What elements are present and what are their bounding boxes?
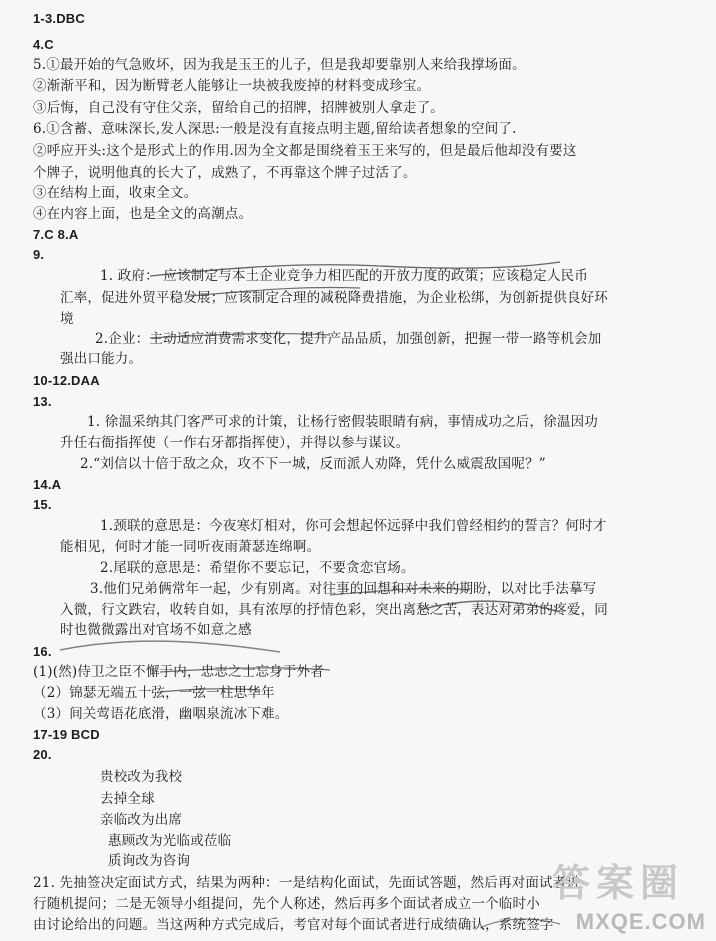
answer-line: 15. [33,497,52,512]
answer-line: 1. 政府： 应该制定与本土企业竞争力相匹配的开放力度的政策；应该稳定人民币 [100,268,589,284]
answer-line: 5.①最开始的气急败坏，因为我是玉王的儿子，但是我却要靠别人来给我撑场面。 [33,57,526,73]
answer-line: 2.“刘信以十倍于敌之众，攻不下一城，反而派人劝降，凭什么威震敌国呢？” [80,456,546,472]
answer-line: 强出口能力。 [60,351,143,367]
answer-line: 6.①含蓄、意味深长,发人深思:一般是没有直接点明主题,留给读者想象的空间了. [33,121,517,137]
strike-mark [330,588,470,595]
answer-line: 能相见，何时才能一同听夜雨萧瑟连绵啊。 [60,539,321,555]
answer-line: (1)(然)侍卫之臣不懈于内，忠志之士忘身于外者 [33,664,324,680]
answer-line: ②渐渐平和，因为断臂老人能够让一块被我废掉的材料变成珍宝。 [33,78,431,94]
strike-mark [150,262,560,276]
answer-line: 行随机提问；二是无领导小组提问，先个人称述，然后再多个面试者成立一个临时小 [33,896,540,912]
answer-line: 由讨论给出的问题。当这两种方式完成后，考官对每个面试者进行成绩确认，系统签字 [33,917,554,933]
answer-line: ③后悔，自己没有守住父亲，留给自己的招牌，招牌被别人拿走了。 [33,100,444,116]
answer-line: 17-19 BCD [33,727,100,742]
answer-line: 3.他们兄弟俩常年一起，少有别离。对往事的回想和对未来的期盼，以对比手法摹写 [90,581,597,597]
answer-line: ②呼应开头:这个是形式上的作用.因为全文都是围绕着玉王来写的，但是最后他却没有要这 [33,143,577,159]
answer-line: 贵校改为我校 [100,769,183,785]
answer-line: 21. 先抽签决定面试方式，结果为两种：一是结构化面试，先面试答题，然后再对面试者进 [33,875,581,891]
answer-line: 1-3.DBC [33,11,85,26]
answer-line: 20. [33,747,52,762]
answer-line: 升任右衙指挥使（一作右牙都指挥使），并得以参与谋议。 [60,435,410,451]
strike-mark [160,689,260,692]
strike-mark [190,287,360,296]
strike-mark [420,601,560,612]
answer-line: 1.颈联的意思是：今夜寒灯相对，你可会想起怀远驿中我们曾经相约的誓言？何时才 [100,518,607,534]
watermark-logo: 答案圈 [551,861,684,905]
answer-line: 汇率，促进外贸平稳发展；应该制定合理的减税降费措施，为企业松绑，为创新提供良好环 [60,290,608,306]
answer-line: 入微，行文跌宕，收转自如，具有浓厚的抒情色彩，突出离愁之苦，表达对弟弟的疼爱，同 [60,602,608,618]
answer-line: 2.企业：主动适应消费需求变化，提升产品品质，加强创新，把握一带一路等机会加 [95,331,602,347]
answer-line: ④在内容上面，也是全文的高潮点。 [33,206,253,222]
answer-line: 质询改为咨询 [108,853,191,869]
answer-line: 4.C [33,37,54,52]
strike-mark [150,334,330,338]
answer-line: 14.A [33,477,62,492]
answer-line: 7.C 8.A [33,227,79,242]
answer-line: 亲临改为出席 [100,812,183,828]
strike-mark [160,668,330,672]
strike-mark [60,641,280,652]
answer-line: （2）锦瑟无端五十弦，一弦一柱思华年 [33,685,275,701]
answer-line: 去掉全球 [100,791,155,807]
strike-mark [480,919,560,928]
answer-line: 2.尾联的意思是：希望你不要忘记，不要贪恋官场。 [100,560,415,576]
answer-line: 惠顾改为光临或莅临 [108,833,232,849]
answer-line: 1. 徐温采纳其门客严可求的计策，让杨行密假装眼睛有病，事情成功之后，徐温因功 [87,414,598,430]
answer-line: （3）间关莺语花底滑，幽咽泉流冰下难。 [33,706,289,722]
answer-line: 10-12.DAA [33,373,100,388]
answer-line: 16. [33,644,52,659]
watermark-url: MXQE.COM [575,909,706,934]
answer-line: ③在结构上面，收束全文。 [33,185,198,201]
answer-line: 境 [60,311,74,327]
answer-line: 13. [33,394,52,409]
answer-line: 个牌子，说明他真的长大了，成熟了，不再靠这个牌子过活了。 [33,165,417,181]
answer-line: 时也微微露出对官场不如意之感 [60,622,252,638]
answer-line: 9. [33,247,45,262]
